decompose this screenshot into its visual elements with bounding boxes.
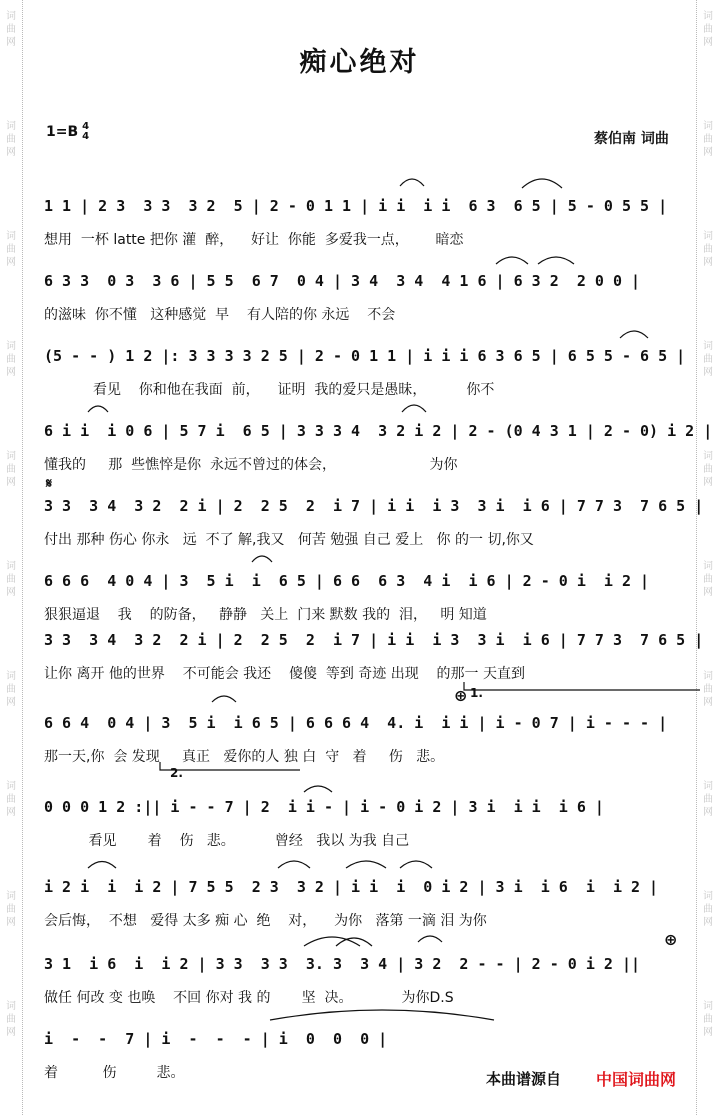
slur bbox=[402, 405, 426, 412]
notation-line: 3 1 i 6 i i 2 | 3 3 3 3 3. 3 3 4 | 3 2 2 - - | 2 - 0 i 2 || bbox=[44, 955, 641, 973]
watermark-right: 词 曲 网 bbox=[703, 781, 713, 818]
watermark-left: 词 曲 网 bbox=[6, 341, 16, 378]
credits: 蔡伯南 词曲 bbox=[594, 131, 669, 147]
lyric-line: 做任 何改 变 也唤 不回 你对 我 的 坚 决。 为你D.S bbox=[44, 990, 454, 1006]
first-ending-mark: 1. bbox=[470, 686, 483, 700]
time-sig-bottom: 4 bbox=[82, 131, 90, 142]
slur bbox=[212, 696, 236, 702]
song-title: 痴心绝对 bbox=[299, 47, 420, 78]
watermark-right: 词 曲 网 bbox=[703, 231, 713, 268]
watermark-left: 词 曲 网 bbox=[6, 231, 16, 268]
notation-line: 6 i i i 0 6 | 5 7 i 6 5 | 3 3 3 4 3 2 i 2 | 2 - (0 4 3 1 | 2 - 0) i 2 | bbox=[44, 422, 713, 440]
slur bbox=[304, 786, 332, 792]
notation-line: i 2 i i i 2 | 7 5 5 2 3 3 2 | i i i 0 i 2 | 3 i i 6 i i 2 | bbox=[44, 878, 659, 896]
lyric-line: 看见 着 伤 悲。 曾经 我以 为我 自己 bbox=[44, 833, 410, 849]
notation-line: 6 6 4 0 4 | 3 5 i i 6 5 | 6 6 6 4 4. i i i | i - 0 7 | i - - - | bbox=[44, 714, 668, 732]
lyric-line: 狠狠逼退 我 的防备， 静静 关上 门来 默数 我的 泪， 明 知道 bbox=[44, 607, 487, 623]
notation-line: (5 - - ) 1 2 |: 3 3 3 3 2 5 | 2 - 0 1 1 | i i i 6 3 6 5 | 6 5 5 - 6 5 | bbox=[44, 347, 686, 365]
watermark-right: 词 曲 网 bbox=[703, 561, 713, 598]
watermark-left: 词 曲 网 bbox=[6, 781, 16, 818]
slur bbox=[522, 179, 562, 188]
watermark-right: 词 曲 网 bbox=[703, 341, 713, 378]
watermark-right: 词 曲 网 bbox=[703, 1001, 713, 1038]
watermark-left: 词 曲 网 bbox=[6, 561, 16, 598]
lyric-line: 的滋味 你不懂 这种感觉 早 有人陪的你 永远 不会 bbox=[44, 307, 396, 323]
slur bbox=[400, 861, 432, 868]
ending-bracket bbox=[160, 762, 300, 770]
slur bbox=[278, 861, 310, 868]
notation-line: 6 6 6 4 0 4 | 3 5 i i 6 5 | 6 6 6 3 4 i i 6 | 2 - 0 i i 2 | bbox=[44, 572, 650, 590]
watermark-left: 词 曲 网 bbox=[6, 891, 16, 928]
lyric-line: 会后悔， 不想 爱得 太多 痴 心 绝 对， 为你 落第 一滴 泪 为你 bbox=[44, 913, 487, 929]
notation-line: i - - 7 | i - - - | i 0 0 0 | bbox=[44, 1030, 388, 1048]
watermark-left: 词 曲 网 bbox=[6, 121, 16, 158]
slur bbox=[538, 257, 574, 264]
notation-line: 3 3 3 4 3 2 2 i | 2 2 5 2 i 7 | i i i 3 3 i i 6 | 7 7 3 7 6 5 | bbox=[44, 497, 704, 515]
watermark-right: 词 曲 网 bbox=[703, 891, 713, 928]
time-sig-top: 4 bbox=[82, 121, 90, 132]
lyric-line: 那一天,你 会 发现 真正 爱你的人 独 白 守 着 伤 悲。 bbox=[44, 749, 445, 765]
lyric-line: 让你 离开 他的世界 不可能会 我还 傻傻 等到 奇迹 出现 的那一 天直到 bbox=[44, 666, 526, 682]
slur bbox=[88, 862, 116, 869]
ending-bracket bbox=[464, 682, 700, 690]
lyric-line: 懂我的 那 些憔悴是你 永远不曾过的体会， 为你 bbox=[44, 457, 458, 473]
watermark-left: 词 曲 网 bbox=[6, 11, 16, 48]
slur bbox=[620, 331, 648, 338]
coda-mark: ⊕ bbox=[664, 930, 678, 949]
watermark-right: 词 曲 网 bbox=[703, 451, 713, 488]
slur bbox=[88, 406, 108, 412]
coda-mark: ⊕ bbox=[454, 686, 468, 705]
lyric-line: 想用 一杯 latte 把你 灌 醉， 好让 你能 多爱我一点， 暗恋 bbox=[44, 232, 464, 248]
slur bbox=[418, 936, 442, 942]
key-label: 1=B bbox=[46, 124, 79, 140]
slur bbox=[496, 257, 528, 264]
slur bbox=[400, 179, 424, 186]
footer-source-label: 本曲谱源自 bbox=[486, 1070, 562, 1088]
notation-line: 6 3 3 0 3 3 6 | 5 5 6 7 0 4 | 3 4 3 4 4 1 6 | 6 3 2 2 0 0 | bbox=[44, 272, 641, 290]
slur bbox=[346, 861, 386, 868]
second-ending-mark: 2. bbox=[170, 766, 183, 780]
watermark-left: 词 曲 网 bbox=[6, 671, 16, 708]
slur bbox=[252, 556, 272, 562]
segno-mark: 𝄋 bbox=[46, 476, 53, 492]
slur bbox=[270, 1010, 494, 1020]
lyric-line: 看见 你和他在我面 前， 证明 我的爱只是愚昧， 你不 bbox=[44, 382, 495, 398]
notation-line: 3 3 3 4 3 2 2 i | 2 2 5 2 i 7 | i i i 3 3 i i 6 | 7 7 3 7 6 5 | bbox=[44, 631, 704, 649]
watermark-left: 词 曲 网 bbox=[6, 1001, 16, 1038]
watermark-right: 词 曲 网 bbox=[703, 671, 713, 708]
notation-line: 0 0 0 1 2 :|| i - - 7 | 2 i i - | i - 0 i 2 | 3 i i i i 6 | bbox=[44, 798, 604, 816]
footer-site-link[interactable]: 中国词曲网 bbox=[596, 1070, 677, 1089]
lyric-line: 着 伤 悲。 bbox=[44, 1065, 185, 1081]
lyric-line: 付出 那种 伤心 你永 远 不了 解,我又 何苦 勉强 自己 爱上 你 的一 切,你又 bbox=[44, 532, 534, 548]
watermark-right: 词 曲 网 bbox=[703, 121, 713, 158]
notation-line: 1 1 | 2 3 3 3 3 2 5 | 2 - 0 1 1 | i i i i 6 3 6 5 | 5 - 0 5 5 | bbox=[44, 197, 668, 215]
watermark-left: 词 曲 网 bbox=[6, 451, 16, 488]
watermark-right: 词 曲 网 bbox=[703, 11, 713, 48]
